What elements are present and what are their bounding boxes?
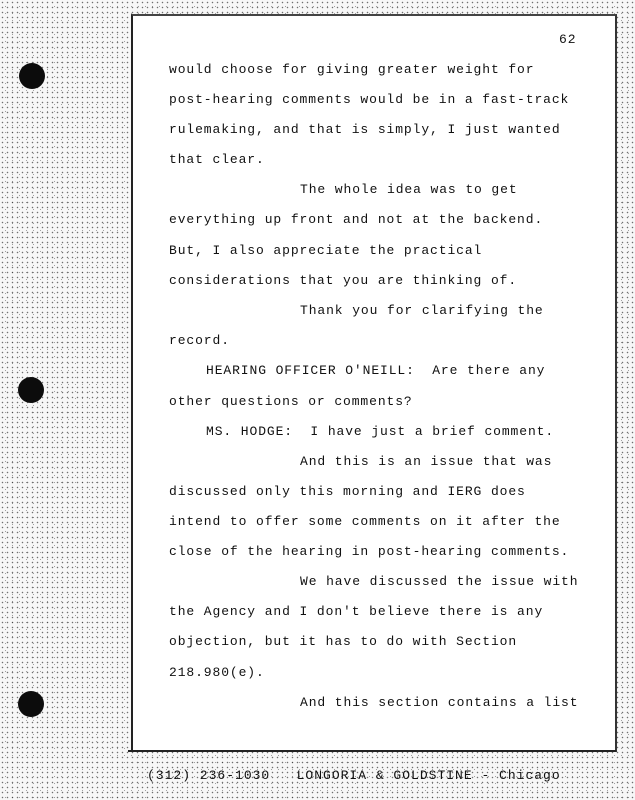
transcript-line: MS. HODGE: I have just a brief comment. [206, 424, 555, 439]
binder-hole-top [19, 63, 45, 89]
binder-hole-bottom [18, 691, 44, 717]
transcript-line: And this section contains a list [300, 695, 579, 710]
transcript-line: But, I also appreciate the practical [169, 243, 483, 258]
transcript-line: intend to offer some comments on it after the [169, 514, 561, 529]
bottom-rule [128, 750, 616, 752]
transcript-line: everything up front and not at the backend. [169, 212, 544, 227]
transcript-line: rulemaking, and that is simply, I just wanted [169, 122, 561, 137]
transcript-line: 218.980(e). [169, 665, 265, 680]
transcript-line: the Agency and I don't believe there is any [169, 604, 544, 619]
transcript-line: that clear. [169, 152, 265, 167]
transcript-line: And this is an issue that was [300, 454, 553, 469]
transcript-line: discussed only this morning and IERG does [169, 484, 526, 499]
transcript-line: post-hearing comments would be in a fast-track [169, 92, 570, 107]
transcript-line: record. [169, 333, 230, 348]
transcript-line: Thank you for clarifying the [300, 303, 544, 318]
transcript-line: would choose for giving greater weight for [169, 62, 535, 77]
transcript-line: objection, but it has to do with Section [169, 634, 518, 649]
page-number: 62 [559, 32, 577, 47]
binder-hole-middle [18, 377, 44, 403]
court-reporter-footer: (312) 236-1030 LONGORIA & GOLDSTINE - Chicago [147, 768, 561, 783]
transcript-line: other questions or comments? [169, 394, 413, 409]
transcript-line: HEARING OFFICER O'NEILL: Are there any [206, 363, 546, 378]
transcript-line: The whole idea was to get [300, 182, 518, 197]
transcript-line: close of the hearing in post-hearing comments. [169, 544, 570, 559]
transcript-line: We have discussed the issue with [300, 574, 579, 589]
transcript-line: considerations that you are thinking of. [169, 273, 518, 288]
